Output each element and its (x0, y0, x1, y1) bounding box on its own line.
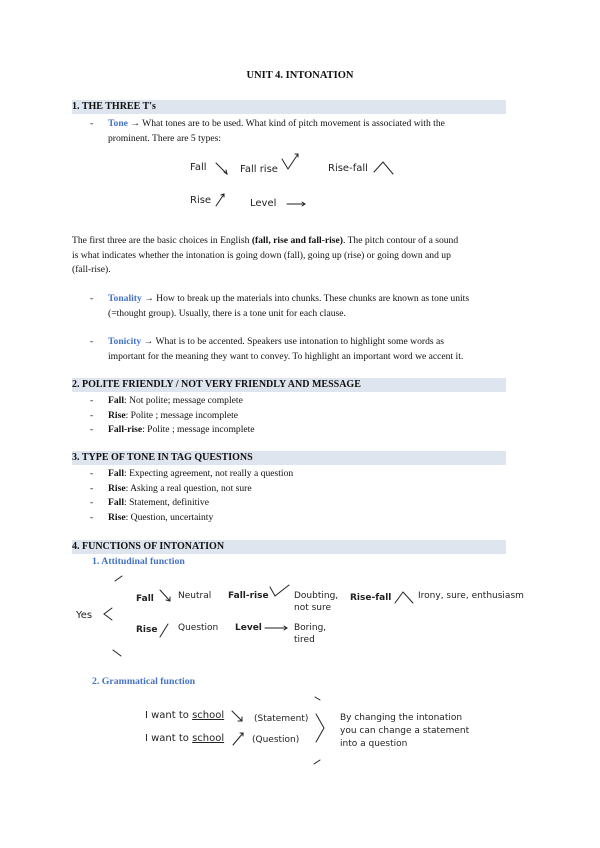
bullet-dash: - (90, 336, 94, 347)
tonicity-label: Tonicity (108, 336, 142, 347)
fall-arrow-icon (216, 163, 227, 174)
diagram-fall-rise-label: Fall rise (240, 164, 278, 175)
fall-arrow-head-icon (224, 170, 227, 174)
s2-item-key: Rise (108, 409, 126, 421)
gram-school-word: school (192, 733, 225, 744)
tonality-label: Tonality (108, 293, 142, 304)
s2-item-value: : Polite ; message incomplete (125, 409, 239, 421)
att-rise: Rise (136, 625, 158, 635)
s2-item-value: : Not polite; message complete (124, 395, 243, 406)
att-rise-fall-arrow-icon (395, 592, 413, 603)
tone-text-1: → What tones are to be used. What kind of pitch movement is associated with the (130, 118, 445, 129)
page-title: UNIT 4. INTONATION (246, 70, 354, 81)
gram-note-1: By changing the intonation (340, 713, 463, 723)
s2-item-key: Fall-rise (108, 424, 143, 435)
att-doubting-1: Doubting, (294, 591, 339, 601)
s3-item-key: Fall (108, 468, 124, 479)
tonality-text-2: (=thought group). Usually, there is a tone unit for each clause. (108, 307, 346, 319)
gram-tick-bottom-icon (314, 760, 320, 764)
att-boring-1: Boring, (294, 623, 327, 633)
para-text-a: The first three are the basic choices in English (72, 235, 252, 246)
tone-label: Tone (108, 118, 128, 129)
s3-item-key: Fall (108, 497, 124, 508)
att-doubting-2: not sure (294, 603, 332, 613)
yes-rise-stroke-icon (115, 576, 122, 581)
att-yes: Yes (76, 610, 93, 621)
gram-sentence-text: I want to (145, 710, 193, 721)
section-4-heading: 4. FUNCTIONS OF INTONATION (72, 541, 225, 552)
tonicity-text-1: → What is to be accented. Speakers use intonation to highlight some words as (143, 336, 445, 347)
gram-note-2: you can change a statement (340, 726, 470, 736)
gram-tick-top-icon (315, 697, 320, 700)
att-neutral: Neutral (178, 591, 212, 601)
fall-rise-arrow-icon (282, 154, 298, 169)
s3-item-value: : Statement, definitive (124, 497, 209, 508)
yes-fall-stroke-icon (113, 650, 121, 656)
tonicity-text-2: important for the meaning they want to convey. To highlight an important word we accent it. (108, 350, 464, 362)
fall-rise-arrow-head-icon (295, 154, 298, 157)
diagram-fall-label: Fall (190, 162, 207, 173)
gram-question-label: (Question) (252, 735, 300, 745)
para-text-c: . The pitch contour of a sound (342, 235, 459, 246)
s3-item-value: : Asking a real question, not sure (125, 482, 252, 494)
gram-statement-label: (Statement) (254, 714, 309, 724)
s2-item-key: Fall (108, 395, 124, 406)
tonality-text-1: → How to break up the materials into chunks. These chunks are known as tone units (144, 293, 470, 304)
att-rise-arrow-icon (160, 624, 168, 637)
tone-text-2: prominent. There are 5 types: (108, 132, 222, 144)
section-3-heading: 3. TYPE OF TONE IN TAG QUESTIONS (72, 452, 253, 463)
att-level-arrow-head-icon (284, 626, 287, 630)
bullet-dash: - (90, 118, 94, 129)
att-rise-fall: Rise-fall (350, 593, 392, 603)
section-2-heading: 2. POLITE FRIENDLY / NOT VERY FRIENDLY AND MESSAGE (72, 379, 361, 390)
gram-sentence-question (145, 733, 224, 744)
att-irony: Irony, sure, enthusiasm (418, 591, 524, 601)
rise-arrow-icon (216, 194, 224, 206)
diagram-level-label: Level (250, 198, 277, 209)
s3-item-key: Rise (108, 511, 126, 523)
att-question: Question (178, 623, 219, 633)
gram-fall-arrow-head-icon (238, 717, 242, 721)
subheading-grammatical: 2. Grammatical function (92, 676, 196, 687)
gram-rise-arrow-head-icon (240, 733, 243, 736)
rise-fall-arrow-icon (374, 162, 393, 174)
section-1-heading: 1. THE THREE T's (72, 101, 156, 112)
subheading-attitudinal: 1. Attitudinal function (92, 556, 185, 567)
s2-item-value: : Polite ; message incomplete (142, 424, 255, 435)
bullet-dash: - (90, 293, 94, 304)
s3-item-key: Rise (108, 482, 126, 494)
diagram-rise-fall-label: Rise-fall (328, 163, 368, 174)
yes-bracket-icon (104, 608, 112, 620)
gram-note-3: into a question (340, 739, 408, 749)
gram-school-word: school (192, 710, 225, 721)
att-boring-2: tired (294, 635, 315, 645)
att-fall-rise: Fall-rise (228, 591, 269, 601)
diagram-rise-label: Rise (190, 195, 212, 206)
document-page: UNIT 4. INTONATION 1. THE THREE T's - Tone → What tones are to be used. What kind of pitch movement is associated with the prominent. There are 5 types: Fall Fall rise Rise-fall Rise Level The first three are the basic choices in English (fall, rise and fall-rise). The pitch contour of a sound is what indicates whether the intonation is going down (fall), going up (rise) or going down and up (fall-rise). - Tonality → How to break up the materials into chunks. These chunks are known as tone units (=thought group). Usually, there is a tone unit for each clause. - Tonicity → What is to be accented. Speakers use intonation to highlight some words as important for the meaning they want to convey. To highlight an important word we accent it. 2. POLITE FRIENDLY / NOT VERY FRIENDLY AND MESSAGE - Fall: Not polite; message complete - Rise: Polite ; message incomplete - Fall-rise: Polite ; message incomplete 3. TYPE OF TONE IN TAG QUESTIONS - Fall: Expecting agreement, not really a question - Rise: Asking a real question, not sure - Fall: Statement, definitive - Rise: Question, uncertainty 4. FUNCTIONS OF INTONATION 1. Attitudinal function Yes Fall Neutral Fall-rise Doubting, not sure Rise-fall Irony, sure, enthusiasm Rise Question Level Boring, tired 2. Grammatical function I want to school (Statement) I want to school (Question) By changing the intonation you can change a statement into a question (0, 0, 600, 848)
gram-bracket-icon (316, 714, 324, 742)
gram-rise-arrow-icon (233, 733, 243, 745)
gram-sentence-text: I want to (145, 733, 193, 744)
gram-fall-arrow-icon (232, 711, 242, 721)
att-fall-arrow-icon (160, 590, 170, 601)
s3-item-value: : Question, uncertainty (125, 511, 214, 523)
level-arrow-head-icon (302, 202, 305, 206)
para-text-line3: (fall-rise). (72, 264, 111, 275)
rise-arrow-head-icon (221, 194, 224, 197)
att-fall: Fall (136, 594, 154, 604)
gram-sentence-statement (145, 710, 224, 721)
s3-item-value: : Expecting agreement, not really a question (124, 468, 294, 479)
para-bold: (fall, rise and fall-rise) (251, 235, 343, 246)
paragraph-basic-choices (72, 234, 506, 278)
att-fall-rise-arrow-icon (270, 585, 289, 596)
att-level: Level (235, 623, 262, 633)
para-text-line2: is what indicates whether the intonation is going down (fall), going up (rise) or going down and up (72, 249, 451, 261)
att-fall-arrow-head-icon (166, 597, 170, 601)
